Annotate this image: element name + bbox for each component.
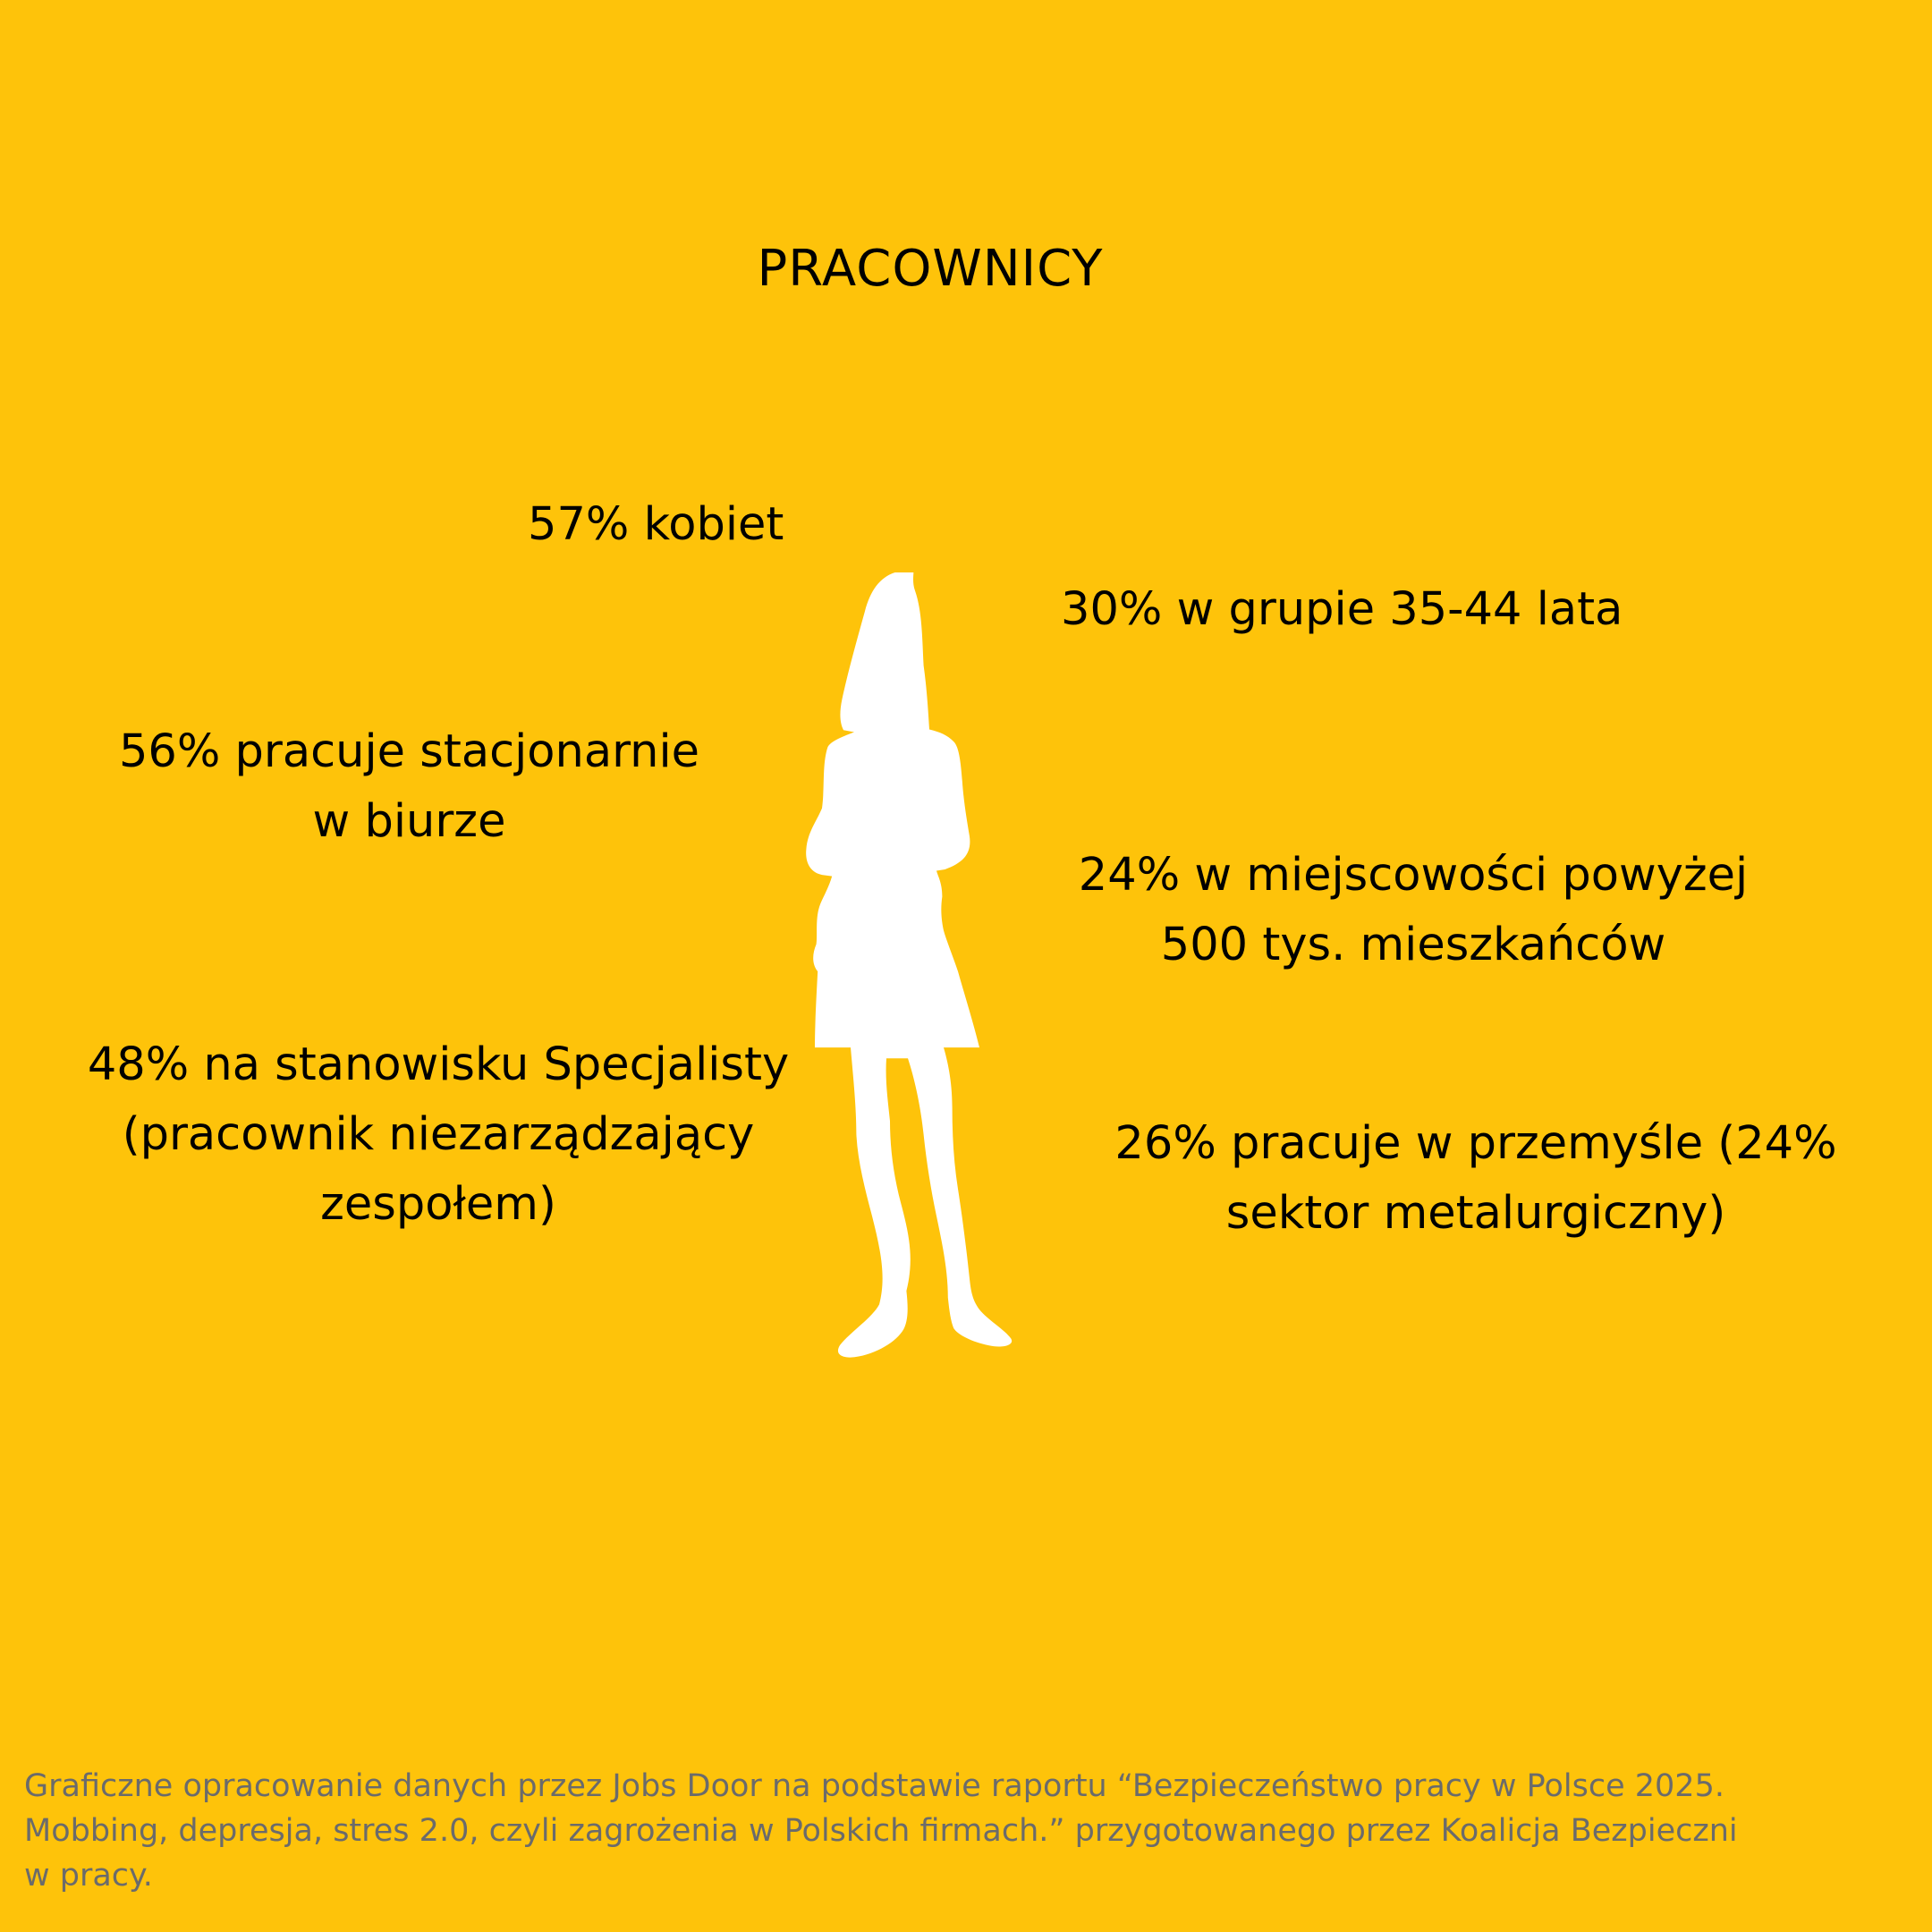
stat-women: 57% kobiet	[528, 498, 784, 551]
page-title: PRACOWNICY	[757, 240, 1104, 298]
stat-specialist: 48% na stanowisku Specjalisty (pracownik niezarządzający zespołem)	[87, 1038, 790, 1231]
source-note: Graficzne opracowanie danych przez Jobs Door na podstawie raportu “Bezpieczeństwo pracy w Polsce 2025. Mobbing, depresja, stres 2.0, czyli zagrożenia w Polskich firmach.” przygotowanego przez Koalicja Bezpieczni w pracy.	[24, 1768, 1738, 1894]
woman-silhouette-icon	[796, 572, 1100, 1360]
stat-industry: 26% pracuje w przemyśle (24% sektor metalurgiczny)	[1114, 1117, 1837, 1240]
stat-age: 30% w grupie 35-44 lata	[1061, 583, 1623, 636]
stat-office: 56% pracuje stacjonarnie w biurze	[118, 725, 700, 848]
stat-city: 24% w miejscowości powyżej 500 tys. mieszkańców	[1078, 849, 1749, 971]
